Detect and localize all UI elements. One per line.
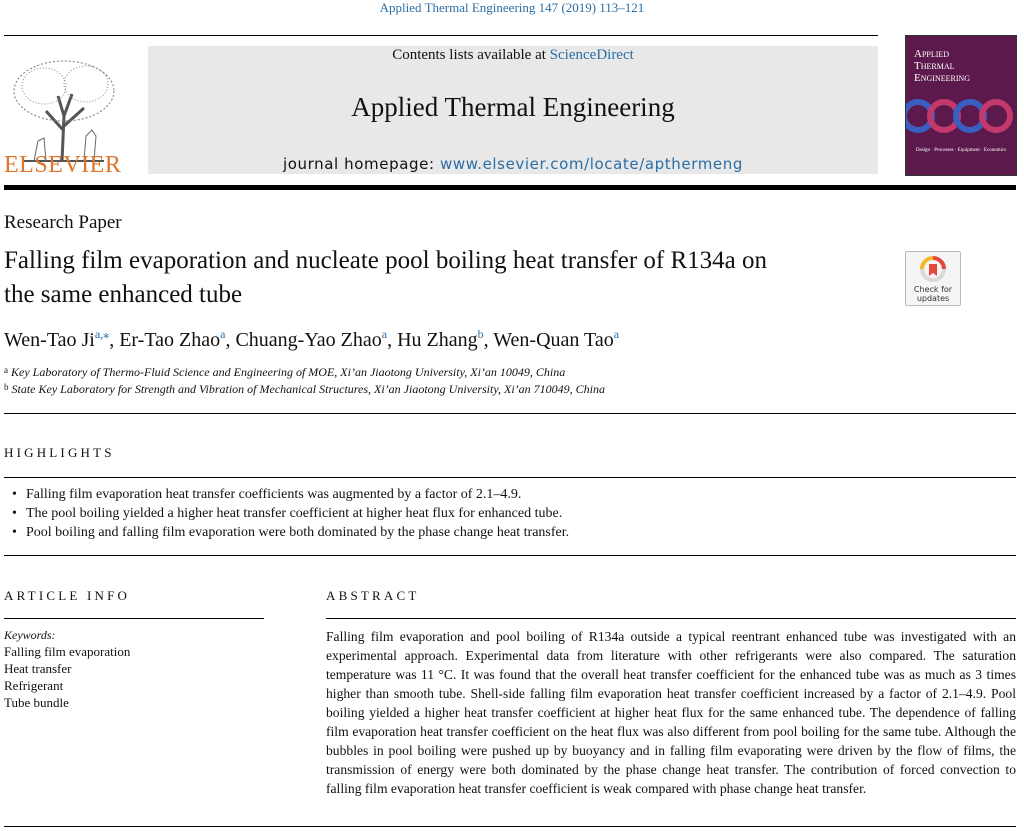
author-affiliation-mark[interactable]: a [220,327,226,341]
journal-homepage [148,155,878,173]
author-list: Wen-Tao $Ji^{a,⁎}$, Er-Tao Zhao$^a$, Chuang-Yao Zhao$^a$, Hu Zhang$^b$, Wen-Quan Tao$^a$ [4,327,620,351]
article-info-heading: ARTICLE INFO [4,588,131,603]
author-name[interactable]: Er-Tao Zhao [119,329,221,351]
author-affiliation-mark[interactable]: a [381,327,388,341]
abstract-heading: ABSTRACT [326,588,420,603]
affiliation-text: Key Laboratory of Thermo-Fluid Science and Engineering of MOE, Xi’an Jiaotong University, Xi’an 10049, China [11,365,566,379]
bottom-rule [4,826,1016,827]
article-info-rule [4,618,264,619]
keywords-label: Keywords: [4,628,56,642]
article-title-line: Falling film evaporation and nucleate pool boiling heat transfer of R134a on [4,247,767,274]
highlight-item: • Falling film evaporation heat transfer coefficients was augmented by a factor of 2.1–4.9. [12,485,569,504]
author-name[interactable]: Wen-Tao Ji [4,329,95,351]
check-updates-line: Check for [913,285,953,294]
cover-title [914,48,970,84]
homepage-link[interactable]: www.elsevier.com/locate/apthermeng [439,155,743,173]
highlights-top-rule [4,477,1016,478]
keyword-item: Refrigerant [4,678,64,693]
abstract-text: Falling film evaporation and pool boiling of R134a outside a typical reentrant enhanced tube was investigated with an experimental approach. Experimental data from literature with other refrigerants were also compared. The saturation temperature was 11 °C. It was found that the overall heat transfer coefficient for the enhanced tube was as much as 3 times higher than smooth tube. Shell-side falling film evaporation heat transfer coefficient increased by a factor of 2.1–4.9. Pool boiling yielded a higher heat transfer coefficient at higher heat flux for the same enhanced tube. The dependence of falling film evaporation heat transfer coefficient on the heat flux was also different from pool boiling for the same tube. Although the bubbles in pool boiling were pushed up by buoyancy and in falling film evaporating were driven by the flow of films, the transmission of energy were both dominated by the phase change heat transfer. The contribution of forced convection to falling film evaporation heat transfer coefficient is weak compared with phase change heat transfer. [326,629,1016,796]
author-name[interactable]: Hu Zhang [397,329,478,351]
journal-citation[interactable]: Applied Thermal Engineering 147 (2019) 113–121 [379,0,645,15]
header-top-rule [4,35,878,36]
affiliation-b [4,382,605,397]
cover-tagline: Design · Processes · Equipment · Economics [915,148,1007,153]
homepage-prefix: journal homepage: [282,155,440,173]
cover-title-line: Engineering [914,72,971,84]
article-type: Research Paper [4,212,122,233]
sciencedirect-link[interactable]: ScienceDirect [549,47,634,63]
elsevier-wordmark: ELSEVIER [4,152,122,178]
header-thick-rule [4,185,1016,190]
article-title-line: the same enhanced tube [4,281,243,308]
cover-rings-graphic [906,91,1016,141]
contents-prefix: Contents lists available at [392,47,550,63]
journal-cover-image[interactable] [905,35,1017,176]
keyword-item: Falling film evaporation [4,644,131,659]
keyword-item: Tube bundle [4,695,69,710]
affiliation-mark: a [4,365,8,375]
check-for-updates-button[interactable] [905,251,961,306]
affiliation-text: State Key Laboratory for Strength and Vibration of Mechanical Structures, Xi’an Jiaotong University, Xi’an 710049, China [11,382,605,396]
affiliation-rule [4,413,1016,414]
highlights-list [12,485,569,542]
contents-line [148,47,878,64]
affiliation-mark: b [4,382,9,392]
keyword-item: Heat transfer [4,661,72,676]
keywords-list [4,643,130,711]
highlights-heading: HIGHLIGHTS [4,445,115,460]
check-updates-icon [920,256,946,284]
highlights-bottom-rule [4,555,1016,556]
journal-title: Applied Thermal Engineering [351,92,675,122]
highlight-item: • The pool boiling yielded a higher heat transfer coefficient at higher heat flux for enhanced tube. [12,504,569,523]
highlight-item: • Pool boiling and falling film evaporation were both dominated by the phase change heat transfer. [12,523,569,542]
cover-title-line: Thermal [914,60,955,72]
cover-title-line: Applied [914,48,950,60]
article-title [4,244,894,312]
affiliation-a [4,365,565,380]
author-affiliation-mark[interactable]: a [613,327,620,341]
author-affiliation-mark[interactable]: b [477,327,484,341]
author-name[interactable]: Chuang-Yao Zhao [235,329,382,351]
author-affiliation-mark[interactable]: a,⁎ [94,327,110,341]
check-updates-line: updates [916,294,950,303]
abstract-rule [326,618,1016,619]
author-name[interactable]: Wen-Quan Tao [493,329,614,351]
check-updates-label [906,285,960,303]
